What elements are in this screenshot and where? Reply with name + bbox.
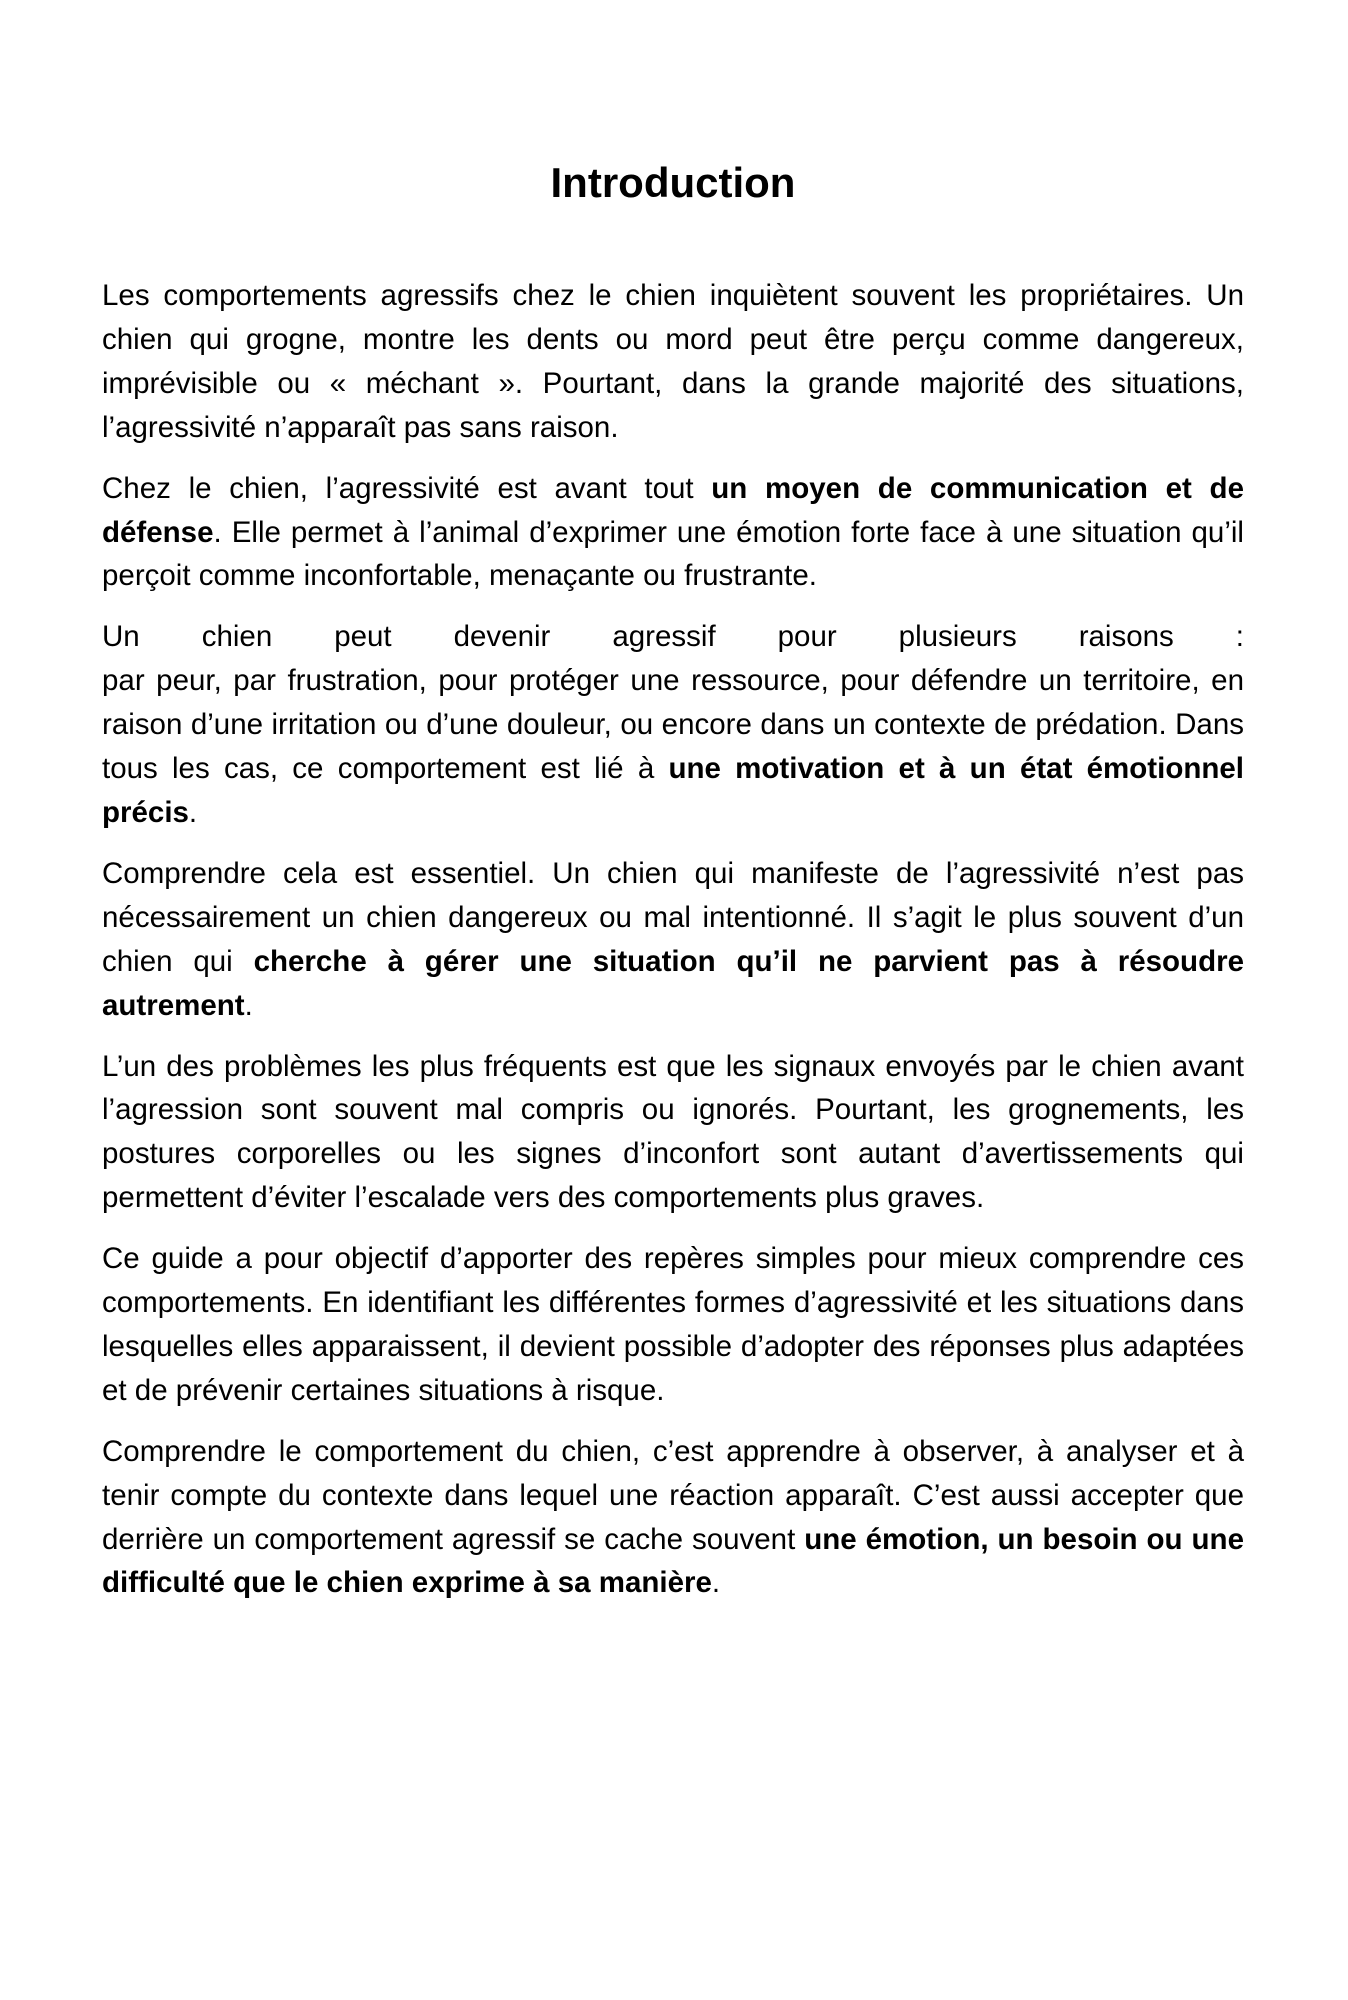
paragraph-text: par peur, par frustration, pour protéger une ressource, pour défendre un territoire, en raison d’une irritation ou d’une douleur, ou encore dans un contexte de prédation. Dans tous les cas, ce comportement est lié à [102, 664, 1244, 786]
paragraph-3 [102, 615, 1244, 835]
paragraph-text: Chez le chien, l’agressivité est avant tout [102, 471, 712, 505]
paragraph-text: Comprendre le comportement du chien, c’est apprendre à observer, à analyser et à tenir compte du contexte dans lequel une réaction apparaît. C’est aussi accepter que derrière un comportement agressif se cache souvent [102, 1434, 1244, 1556]
paragraph-text: . [711, 1566, 721, 1600]
paragraph-text: . [244, 988, 253, 1022]
emphasis-text: une motivation et à un état émotionnel précis [102, 752, 1244, 829]
paragraph-text: Les comportements agressifs chez le chien inquiètent souvent les propriétaires. Un chien qui grogne, montre les dents ou mord peut être perçu comme dangereux, imprévisible ou « méchant ». Pourtant, dans la grande majorité des situations, l’agressivité n’apparaît pas sans raison. [102, 279, 1244, 444]
paragraph-6 [102, 1237, 1244, 1413]
page-title: Introduction [550, 159, 796, 206]
paragraph-5 [102, 1045, 1244, 1221]
paragraph-text: . [188, 795, 198, 829]
emphasis-text: un moyen de communication et de défense [102, 471, 1244, 549]
paragraph-4 [102, 852, 1244, 1028]
emphasis-text: une émotion, un besoin ou une difficulté que le chien exprime à sa manière [102, 1522, 1244, 1600]
paragraph-text: Comprendre cela est essentiel. Un chien qui manifeste de l’agressivité n’est pas nécessairement un chien dangereux ou mal intentionné. Il s’agit le plus souvent d’un chien qui [102, 856, 1244, 978]
document-body [102, 274, 1244, 1622]
paragraph-1 [102, 274, 1244, 450]
paragraph-2 [102, 467, 1244, 599]
paragraph-text: L’un des problèmes les plus fréquents est que les signaux envoyés par le chien avant l’agression sont souvent mal compris ou ignorés. Pourtant, les grognements, les postures corporelles ou les signes d’inconfort sont autant d’avertissements qui permettent d’éviter l’escalade vers des comportements plus graves. [102, 1049, 1244, 1215]
paragraph-first-line: Un chien peut devenir agressif pour plusieurs raisons : [102, 620, 1244, 654]
paragraph-7 [102, 1430, 1244, 1606]
paragraph-text: . Elle permet à l’animal d’exprimer une émotion forte face à une situation qu’il perçoit comme inconfortable, menaçante ou frustrante. [102, 515, 1244, 593]
emphasis-text: cherche à gérer une situation qu’il ne parvient pas à résoudre autrement [102, 944, 1244, 1022]
paragraph-text: Ce guide a pour objectif d’apporter des repères simples pour mieux comprendre ces comportements. En identifiant les différentes formes d’agressivité et les situations dans lesquelles elles apparaissent, il devient possible d’adopter des réponses plus adaptées et de prévenir certaines situations à risque. [102, 1242, 1244, 1407]
